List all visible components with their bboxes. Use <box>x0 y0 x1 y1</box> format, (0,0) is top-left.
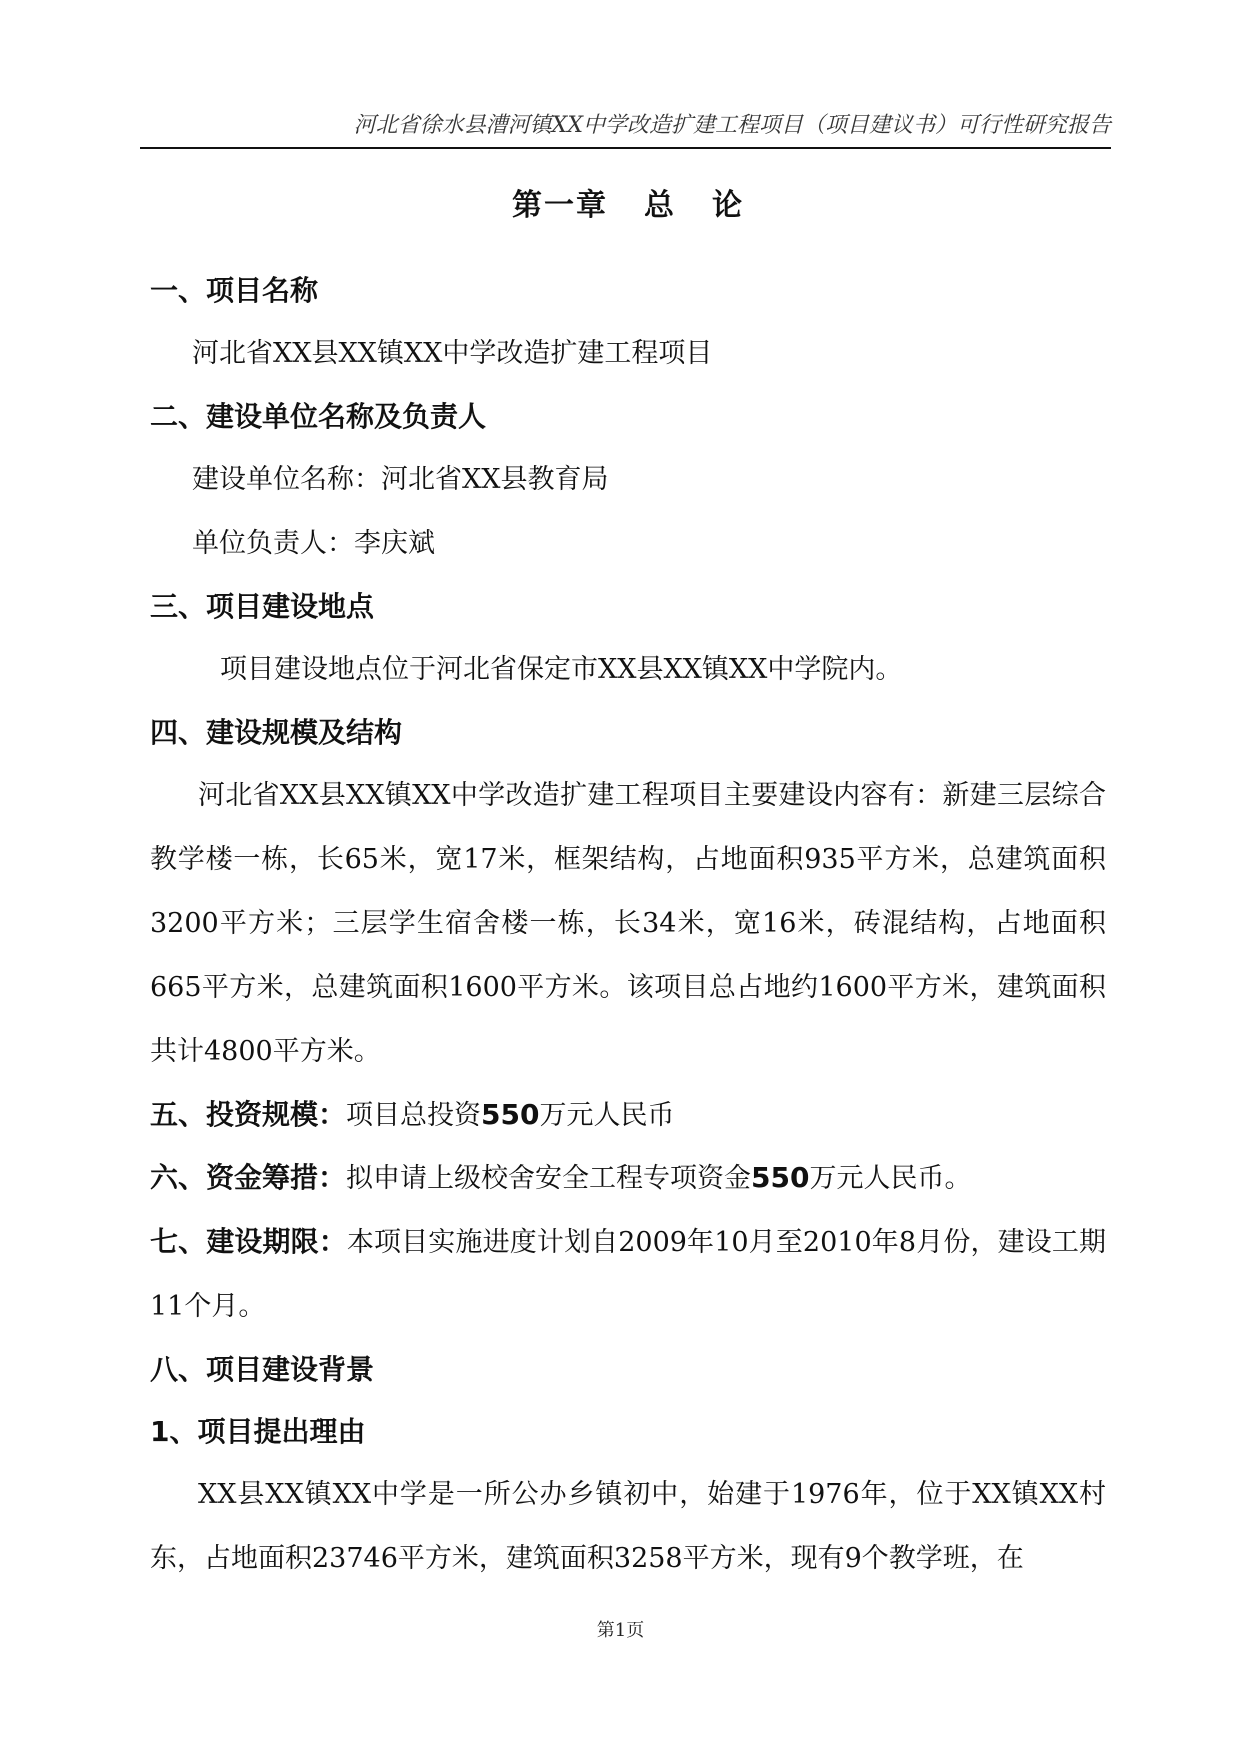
section-4-text: 河北省XX县XX镇XX中学改造扩建工程项目主要建设内容有：新建三层综合教学楼一栋，长65米，宽17米，框架结构，占地面积935平方米，总建筑面积3200平方米；三层学生宿舍楼一栋，长34米，宽16米，砖混结构，占地面积665平方米，总建筑面积1600平方米。该项目总占地约1600平方米，建筑面积共计4800平方米。 <box>150 780 1106 1067</box>
section-5-amount: 550 <box>481 1098 540 1131</box>
section-5-label: 五、投资规模： <box>150 1098 347 1131</box>
section-7 <box>150 1210 1106 1339</box>
section-1-text: 河北省XX县XX镇XX中学改造扩建工程项目 <box>192 338 713 369</box>
chapter-title <box>150 180 1106 224</box>
header-divider <box>140 147 1111 149</box>
document-body <box>150 172 1106 1591</box>
section-4-heading: 四、建设规模及结构 <box>150 716 403 749</box>
section-3-text: 项目建设地点位于河北省保定市XX县XX镇XX中学院内。 <box>220 654 903 685</box>
section-7-label: 七、建设期限： <box>150 1225 347 1258</box>
chapter-word-1: 总 <box>644 188 676 223</box>
section-6-amount: 550 <box>751 1161 810 1194</box>
section-8-1-text: XX县XX镇XX中学是一所公办乡镇初中，始建于1976年，位于XX镇XX村东，占地面积23746平方米，建筑面积3258平方米，现有9个教学班，在 <box>150 1479 1106 1574</box>
section-5 <box>150 1084 1106 1147</box>
section-6 <box>150 1147 1106 1210</box>
section-7-text: 本项目实施进度计划自2009年10月至2010年8月份，建设工期11个月。 <box>150 1227 1106 1322</box>
running-header: 河北省徐水县漕河镇XX中学改造扩建工程项目（项目建议书）可行性研究报告 <box>353 113 1111 138</box>
section-8-1-heading: 1、项目提出理由 <box>150 1415 366 1448</box>
chapter-number: 第一章 <box>512 188 608 223</box>
section-6-post: 万元人民币。 <box>809 1163 972 1194</box>
section-2-leader: 单位负责人：李庆斌 <box>192 528 435 559</box>
section-2-heading: 二、建设单位名称及负责人 <box>150 400 487 433</box>
chapter-word-2: 论 <box>712 188 744 223</box>
section-5-post: 万元人民币 <box>539 1100 675 1131</box>
page-number: 第1页 <box>596 1620 645 1641</box>
section-6-pre: 拟申请上级校舍安全工程专项资金 <box>346 1163 752 1194</box>
section-6-label: 六、资金筹措： <box>150 1161 347 1194</box>
section-8-heading: 八、项目建设背景 <box>150 1353 375 1386</box>
section-1-heading: 一、项目名称 <box>150 274 319 307</box>
section-5-pre: 项目总投资 <box>346 1100 482 1131</box>
section-2-unit: 建设单位名称：河北省XX县教育局 <box>192 464 609 495</box>
section-3-heading: 三、项目建设地点 <box>150 590 375 623</box>
